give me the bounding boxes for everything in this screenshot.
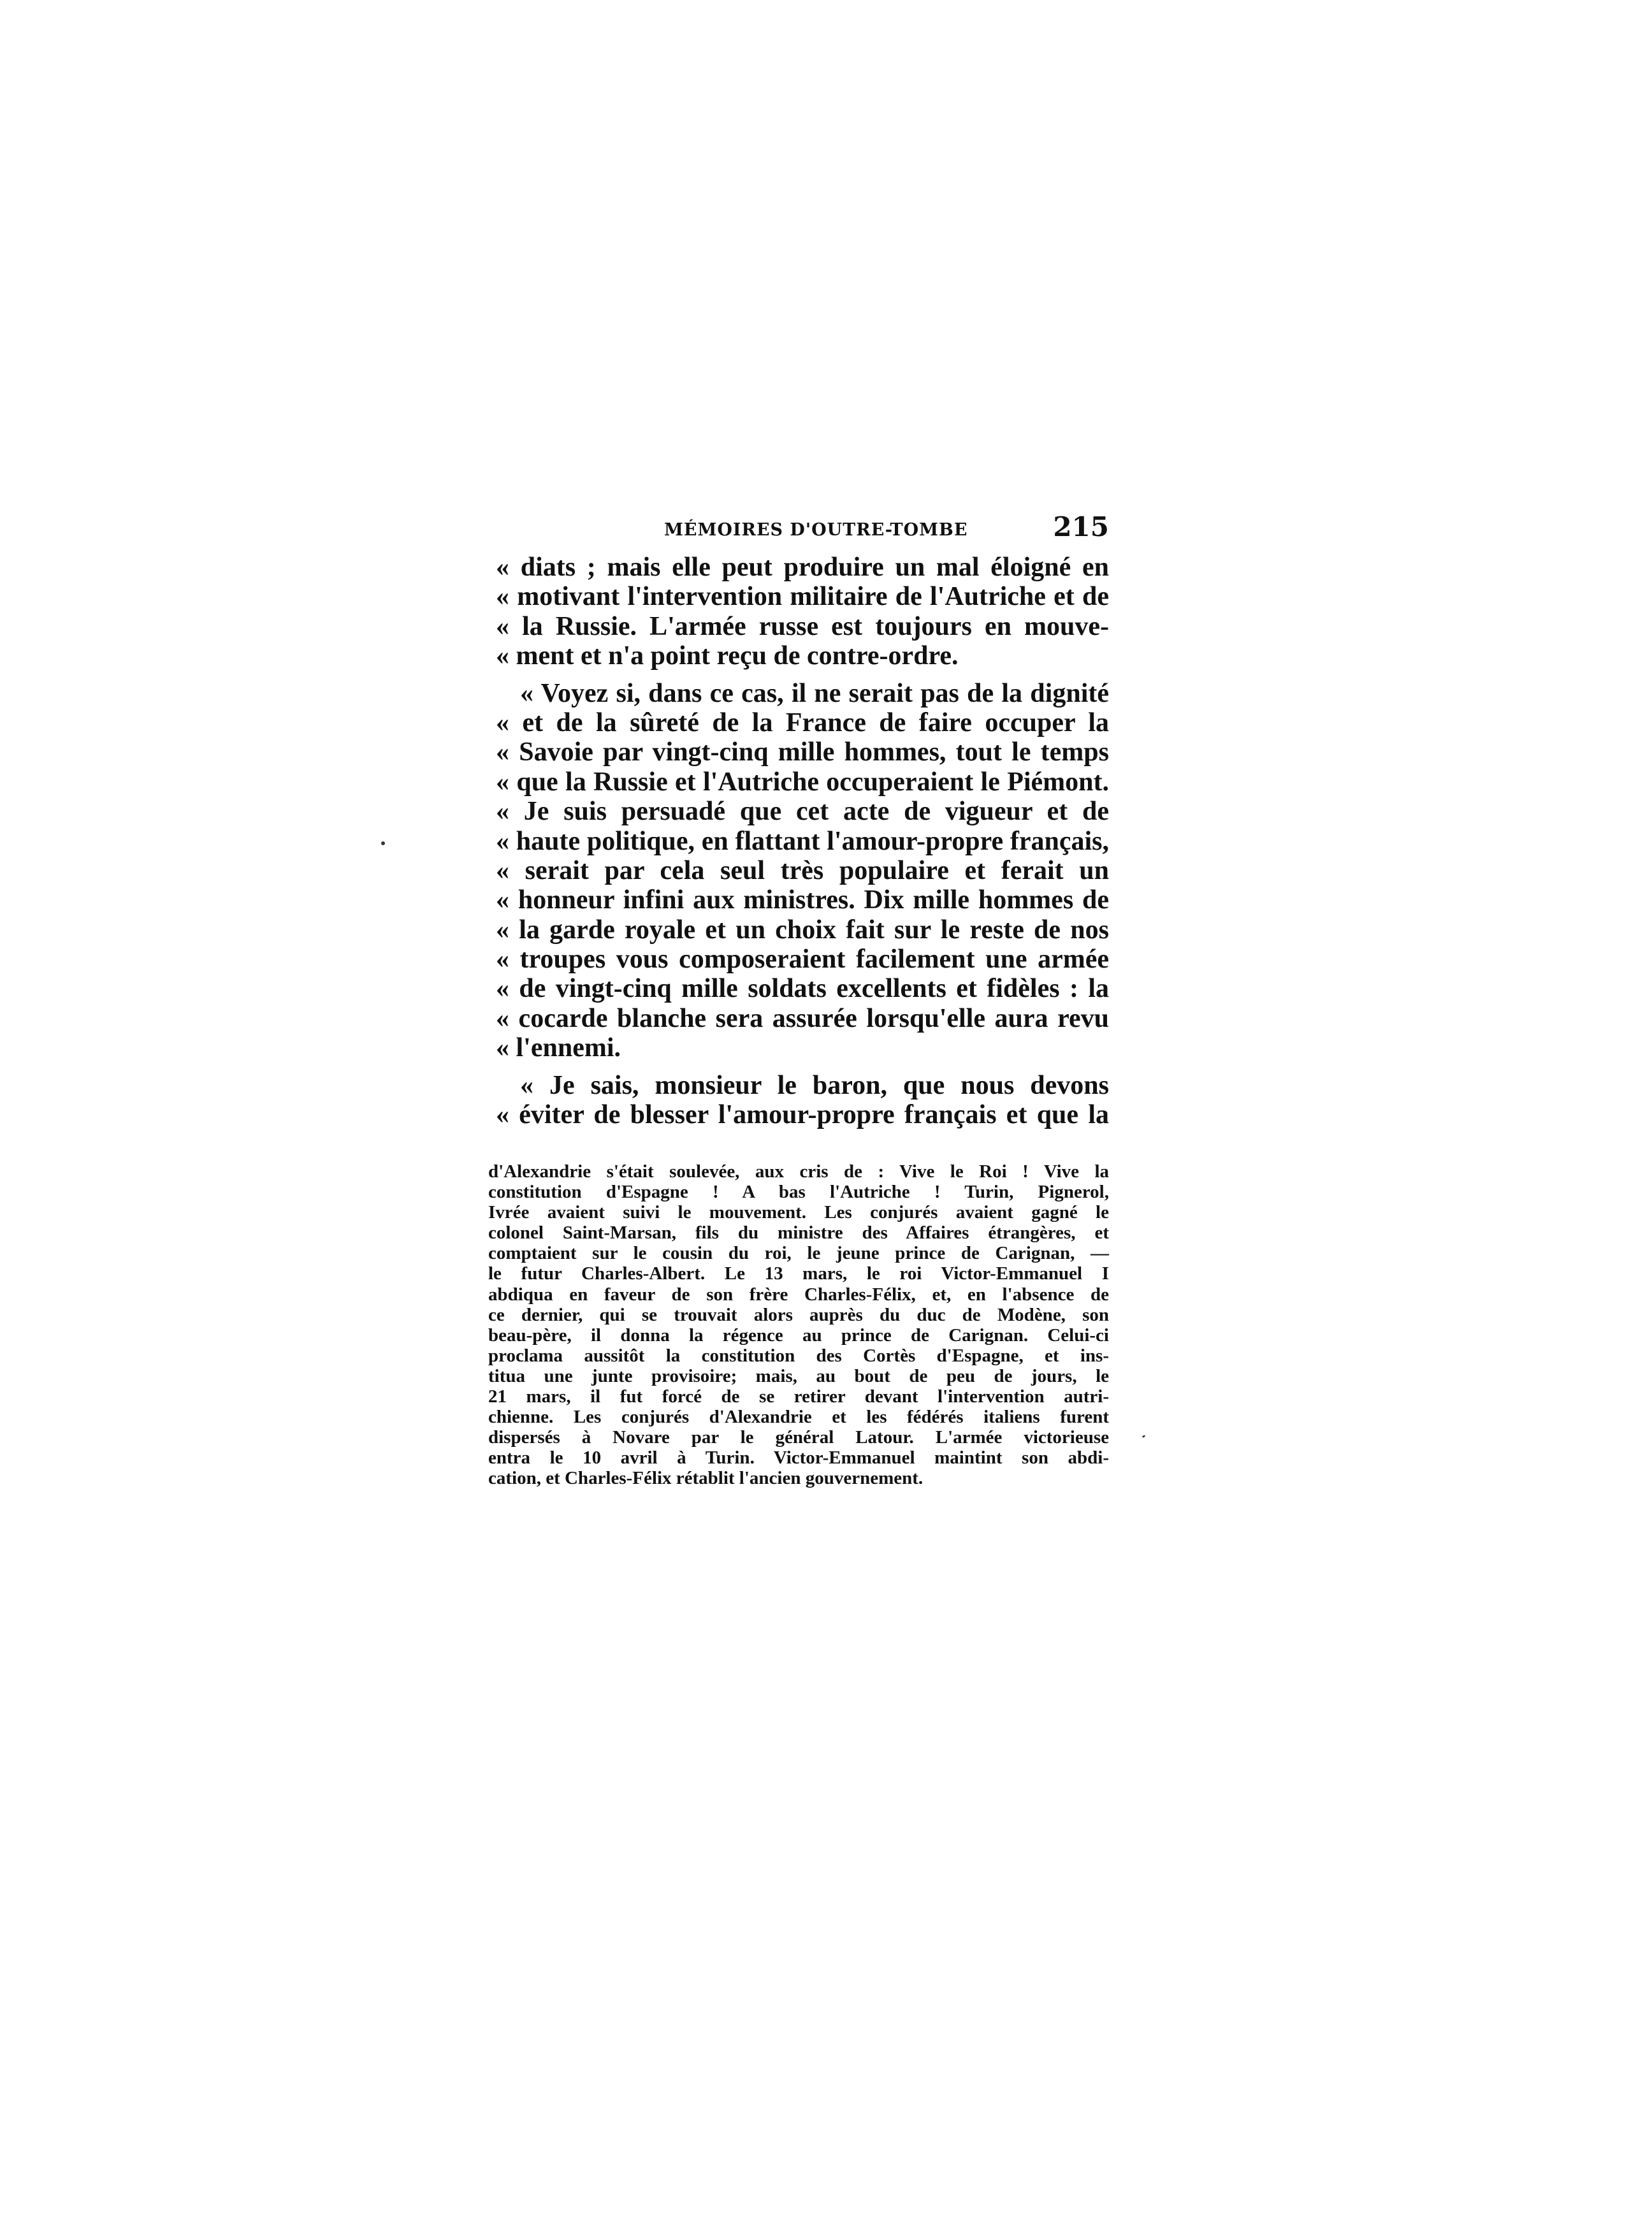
text-line: « Savoie par vingt-cinq mille hommes, tout le temps [496,737,1109,767]
text-line: « et de la sûreté de la France de faire occuper la [496,708,1109,737]
footnote-line: beau-père, il donna la régence au prince de Carignan. Celui-ci [488,1325,1109,1346]
text-line: « la Russie. L'armée russe est toujours en mouve- [496,611,1109,641]
footnote-line: colonel Saint-Marsan, fils du ministre des Affaires étrangères, et [488,1223,1109,1244]
footnote-line: le futur Charles-Albert. Le 13 mars, le roi Victor-Emmanuel I [488,1263,1109,1284]
text-line: « l'ennemi. [496,1033,621,1063]
footnote-line: constitution d'Espagne ! A bas l'Autriche ! Turin, Pignerol, [488,1182,1109,1203]
text-line: « troupes vous composeraient facilement une armée [496,945,1109,975]
main-text [496,553,1109,1129]
footnote-line: Ivrée avaient suivi le mouvement. Les conjurés avaient gagné le [488,1202,1109,1223]
text-line: « ment et n'a point reçu de contre-ordre. [496,641,959,671]
text-line: « motivant l'intervention militaire de l'Autriche et de [496,582,1109,612]
running-title: MÉMOIRES D'OUTRE-TOMBE [664,520,968,540]
text-line: « diats ; mais elle peut produire un mal éloigné en [496,553,1109,582]
scan-speck [1142,1435,1146,1438]
text-line: « serait par cela seul très populaire et ferait un [496,855,1109,885]
footnote-line: proclama aussitôt la constitution des Cortès d'Espagne, et ins- [488,1345,1109,1366]
text-line: « cocarde blanche sera assurée lorsqu'elle aura revu [496,1003,1109,1033]
footnote-line: titua une junte provisoire; mais, au bout de peu de jours, le [488,1365,1109,1386]
footnote-line: 21 mars, il fut forcé de se retirer devant l'intervention autri- [488,1386,1109,1407]
footnote-line: entra le 10 avril à Turin. Victor-Emmanuel maintint son abdi- [488,1448,1109,1469]
text-line: « de vingt-cinq mille soldats excellents et fidèles : la [496,974,1109,1004]
scan-speck [381,841,385,845]
footnote-line: abdiqua en faveur de son frère Charles-Félix, et, en l'absence de [488,1284,1109,1305]
footnote-line: comptaient sur le cousin du roi, le jeune prince de Carignan, — [488,1243,1109,1264]
text-line: « honneur infini aux ministres. Dix mille hommes de [496,885,1109,915]
text-line: « que la Russie et l'Autriche occuperaient le Piémont. [496,767,1109,797]
footnote-line: ce dernier, qui se trouvait alors auprès du duc de Modène, son [488,1304,1109,1325]
text-line: « la garde royale et un choix fait sur le reste de nos [496,915,1109,945]
page-number: 215 [1053,511,1109,542]
page-header [637,511,1109,549]
text-line: « haute politique, en flattant l'amour-propre français, [496,826,1109,856]
footnote-line: chienne. Les conjurés d'Alexandrie et les fédérés italiens furent [488,1407,1109,1428]
text-line: « Je sais, monsieur le baron, que nous devons [520,1070,1109,1100]
text-line: « Je suis persuadé que cet acte de vigueur et de [496,797,1109,827]
text-line: « éviter de blesser l'amour-propre français et que la [496,1100,1109,1130]
footnote [488,1161,1109,1489]
footnote-line: d'Alexandrie s'était soulevée, aux cris de : Vive le Roi ! Vive la [488,1161,1109,1182]
text-line: « Voyez si, dans ce cas, il ne serait pas de la dignité [520,678,1109,708]
footnote-line: dispersés à Novare par le général Latour. L'armée victorieuse [488,1427,1109,1448]
footnote-line: cation, et Charles-Félix rétablit l'ancien gouvernement. [488,1468,924,1489]
